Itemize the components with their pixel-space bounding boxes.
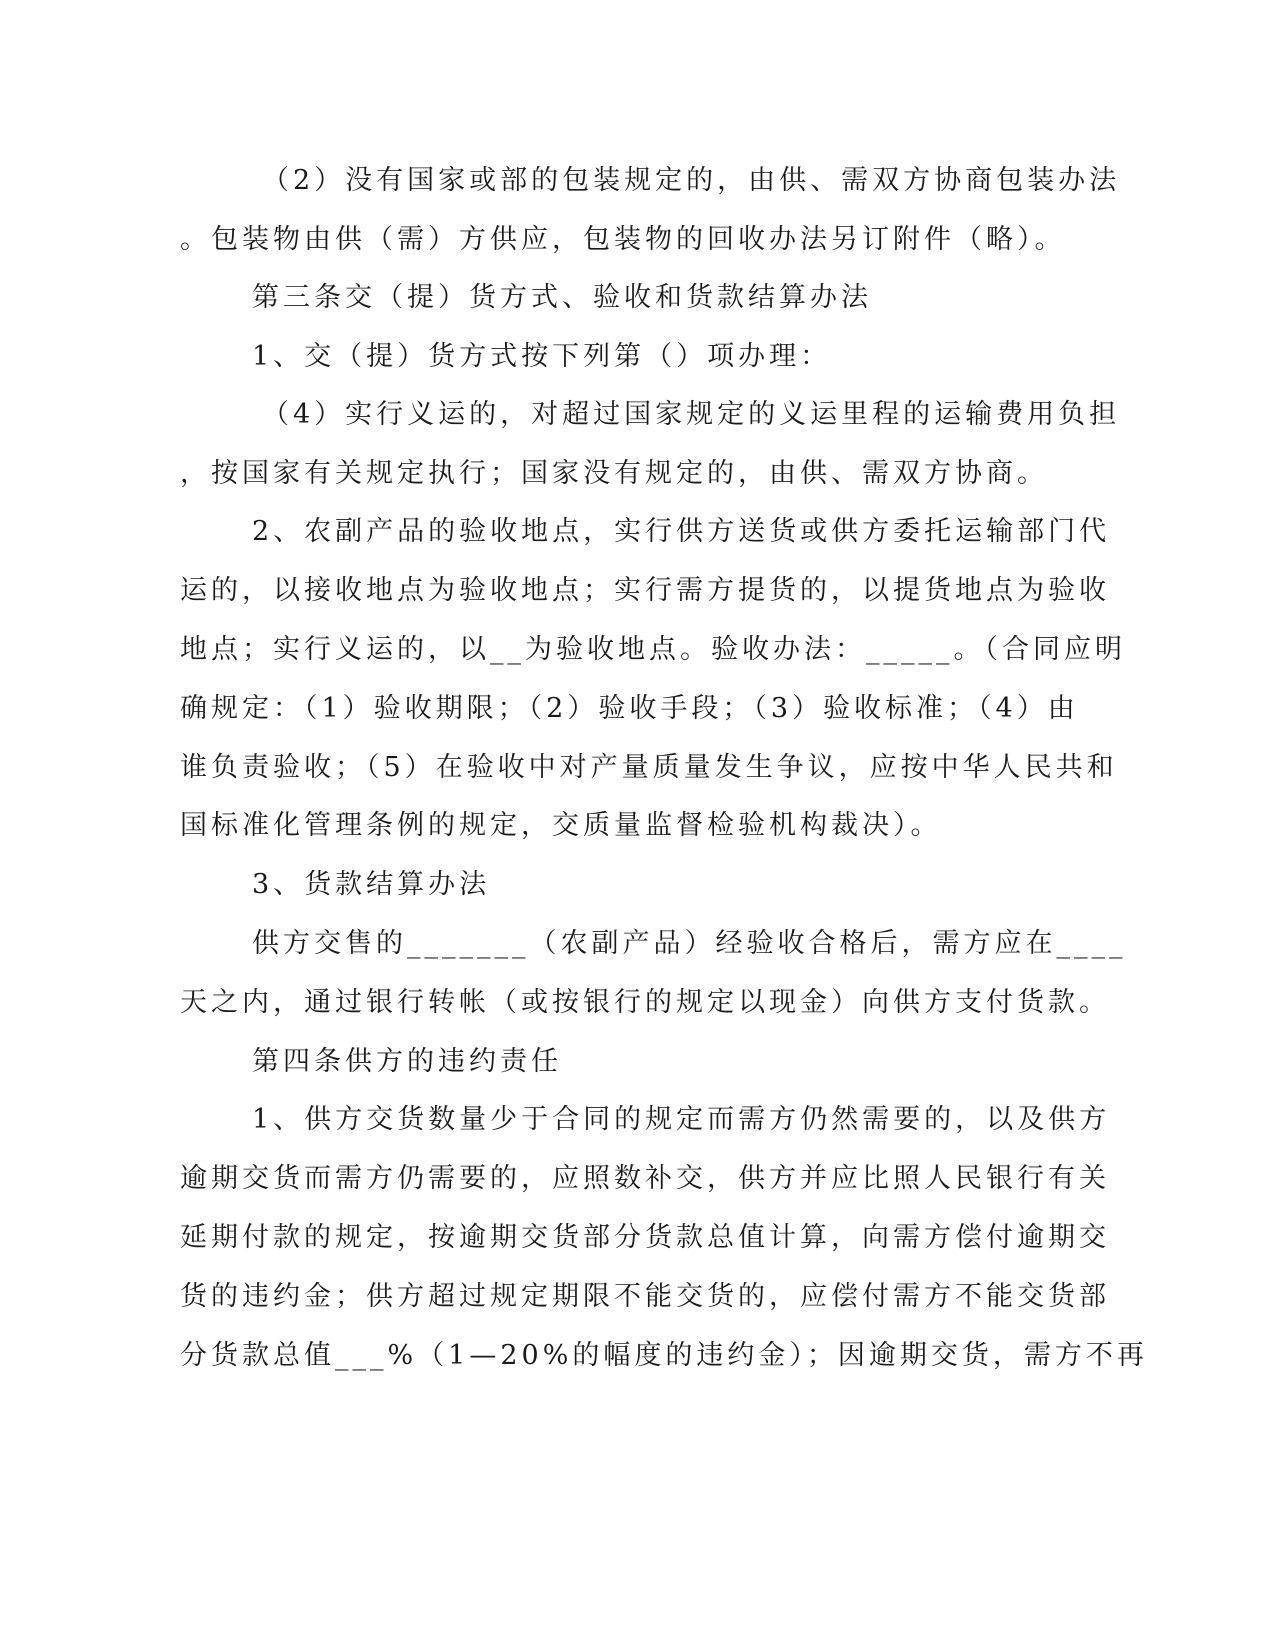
text-line: 3、货款结算办法: [252, 869, 491, 900]
text-line: 谁负责验收；（5）在验收中对产量质量发生争议，应按中华人民共和: [180, 752, 1118, 783]
text-line: 地点；实行义运的，以__为验收地点。验收办法：_____。（合同应明: [180, 634, 1126, 665]
text-line: ，按国家有关规定执行；国家没有规定的，由供、需双方协商。: [180, 458, 1048, 489]
text-line: 确规定：（1）验收期限；（2）验收手段；（3）验收标准；（4）由: [180, 693, 1079, 724]
text-line: 延期付款的规定，按逾期交货部分货款总值计算，向需方偿付逾期交: [180, 1222, 1110, 1253]
text-line: 货的违约金；供方超过规定期限不能交货的，应偿付需方不能交货部: [180, 1281, 1110, 1312]
text-line: （4）实行义运的，对超过国家规定的义运里程的运输费用负担: [262, 399, 1121, 430]
text-line: 2、农副产品的验收地点，实行供方送货或供方委托运输部门代: [252, 516, 1111, 547]
text-line: 供方交售的_______（农副产品）经验收合格后，需方应在____: [252, 928, 1127, 959]
text-line: 第四条供方的违约责任: [252, 1046, 562, 1077]
text-line: 第三条交（提）货方式、验收和货款结算办法: [252, 282, 872, 313]
text-line: 1、交（提）货方式按下列第（）项办理：: [252, 341, 832, 372]
text-line: （2）没有国家或部的包装规定的，由供、需双方协商包装办法: [262, 165, 1121, 196]
text-line: 。包装物由供（需）方供应，包装物的回收办法另订附件（略）。: [180, 224, 1066, 255]
text-line: 逾期交货而需方仍需要的，应照数补交，供方并应比照人民银行有关: [180, 1163, 1110, 1194]
text-line: 运的，以接收地点为验收地点；实行需方提货的，以提货地点为验收: [180, 575, 1110, 606]
text-line: 天之内，通过银行转帐（或按银行的规定以现金）向供方支付货款。: [180, 987, 1110, 1018]
text-line: 国标准化管理条例的规定，交质量监督检验机构裁决）。: [180, 810, 942, 841]
text-line: 分货款总值___%（1—20%的幅度的违约金）；因逾期交货，需方不再: [180, 1340, 1148, 1371]
text-line: 1、供方交货数量少于合同的规定而需方仍然需要的，以及供方: [252, 1104, 1111, 1135]
